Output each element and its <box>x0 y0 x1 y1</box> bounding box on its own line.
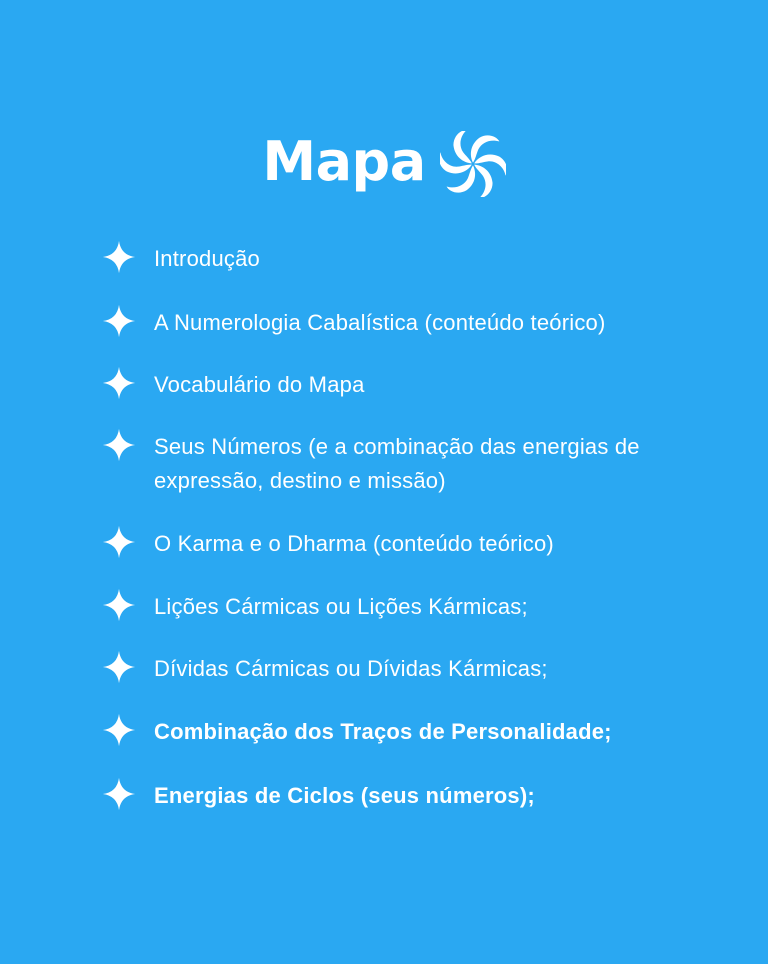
sparkle-star-icon <box>100 523 138 561</box>
list-item-label: O Karma e o Dharma (conteúdo teórico) <box>154 531 554 556</box>
sparkle-star-icon <box>100 426 138 464</box>
sparkle-star-icon <box>100 648 138 686</box>
list-item <box>100 306 720 340</box>
sparkle-star-icon <box>100 302 138 340</box>
list-item <box>100 779 720 813</box>
list-item-label: Lições Cármicas ou Lições Kármicas; <box>154 594 528 619</box>
list-item <box>100 527 720 561</box>
page-title: Mapa <box>262 130 426 193</box>
list-item <box>100 652 720 686</box>
list-item-label: Dívidas Cármicas ou Dívidas Kármicas; <box>154 656 548 681</box>
list-item <box>100 368 720 402</box>
list-item-label: Introdução <box>154 246 260 271</box>
list-item-label: Energias de Ciclos (seus números); <box>154 783 535 808</box>
list-item <box>100 590 720 624</box>
list-item-label: Combinação dos Traços de Personalidade; <box>154 719 612 744</box>
list-item-label: A Numerologia Cabalística (conteúdo teórico) <box>154 310 606 335</box>
list-item-label: Vocabulário do Mapa <box>154 372 365 397</box>
list-item <box>100 430 720 498</box>
list-item <box>100 715 720 749</box>
sparkle-star-icon <box>100 586 138 624</box>
list-item <box>100 242 720 276</box>
sparkle-star-icon <box>100 364 138 402</box>
list-item-label: Seus Números (e a combinação das energias de expressão, destino e missão) <box>154 434 640 493</box>
sparkle-star-icon <box>100 711 138 749</box>
sparkle-star-icon <box>100 238 138 276</box>
sparkle-star-icon <box>100 775 138 813</box>
